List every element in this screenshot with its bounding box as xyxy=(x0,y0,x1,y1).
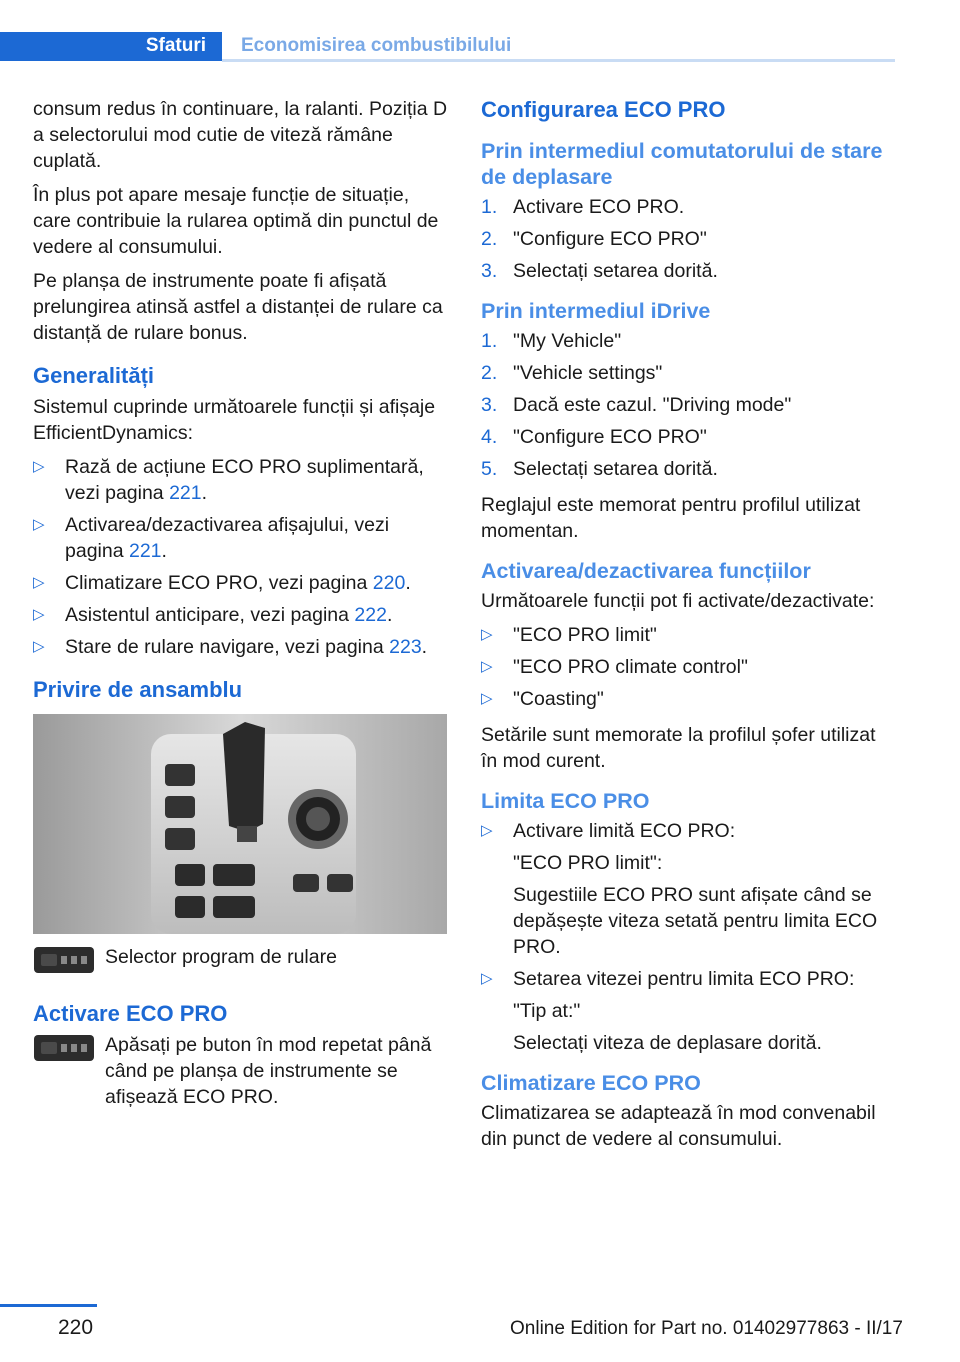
page-link[interactable]: 221 xyxy=(169,482,202,504)
activate-text: Apăsați pe buton în mod repetat până când pe planșa de instrumente se afișează ECO PRO. xyxy=(105,1034,432,1108)
activate-row xyxy=(33,1032,449,1110)
climate-text: Climatizarea se adaptează în mod convenabil din punct de vedere al consumului. xyxy=(481,1102,876,1150)
header-chapter-label: Economisirea combustibilului xyxy=(241,35,512,56)
driving-mode-button-icon xyxy=(33,1034,95,1062)
step-item: 2. "Configure ECO PRO" xyxy=(481,228,707,250)
page-link[interactable]: 221 xyxy=(128,540,162,562)
header-section-tab xyxy=(0,32,222,61)
idrive-note: Reglajul este memorat pentru profilul utilizat momentan. xyxy=(481,494,861,542)
footer-rule xyxy=(0,1304,97,1307)
list-item: ▷ Setarea vitezei pentru limita ECO PRO: "Tip at:" Selectați viteza de deplasare dorită. xyxy=(481,966,887,1056)
list-item: ▷ Climatizare ECO PRO, vezi pagina 220. xyxy=(33,570,449,596)
subheading-switch: Prin intermediul comutatorului de stare de deplasare xyxy=(481,139,883,189)
paragraph: În plus pot apare mesaje funcție de situație, care contribuie la rularea optimă din punctul de vedere al consumului. xyxy=(33,184,439,258)
center-console-photo xyxy=(33,714,447,934)
step-item: 1. Activare ECO PRO. xyxy=(481,196,685,218)
edition-note: Online Edition for Part no. 01402977863 - II/17 xyxy=(510,1318,903,1339)
list-item: ▷ Rază de acțiune ECO PRO suplimentară, vezi pagina 221. xyxy=(33,454,449,506)
list-item: ▷ Activare limită ECO PRO: "ECO PRO limit": Sugestiile ECO PRO sunt afișate când se depășește viteza setată pentru limita ECO PRO. xyxy=(481,818,887,960)
subheading-functions: Activarea/dezactivarea funcțiilor xyxy=(481,559,811,583)
page-header xyxy=(0,32,895,59)
functions-list xyxy=(481,622,887,712)
right-column xyxy=(481,96,887,1160)
section-heading-general: Generalități xyxy=(33,363,155,388)
photo-caption: Selector program de rulare xyxy=(105,946,337,968)
functions-intro: Următoarele funcții pot fi activate/dezactivate: xyxy=(481,590,875,612)
caption-row xyxy=(33,944,449,984)
section-heading-overview: Privire de ansamblu xyxy=(33,677,243,702)
list-item: ▷ Stare de rulare navigare, vezi pagina 223. xyxy=(33,634,449,660)
driving-mode-button-icon xyxy=(33,946,95,974)
general-intro: Sistemul cuprinde următoarele funcții și afișaje EfficientDynamics: xyxy=(33,396,436,444)
idrive-steps xyxy=(481,328,887,482)
step-item: 5. Selectați setarea dorită. xyxy=(481,458,718,480)
list-item: ▷ Asistentul anticipare, vezi pagina 222. xyxy=(33,602,449,628)
list-item: ▷ "ECO PRO limit" xyxy=(481,622,887,648)
features-list xyxy=(33,454,449,660)
list-item: ▷ Activarea/dezactivarea afișajului, vezi pagina 221. xyxy=(33,512,449,564)
step-item: 3. Selectați setarea dorită. xyxy=(481,260,718,282)
page-link[interactable]: 222 xyxy=(354,604,387,626)
step-item: 3. Dacă este cazul. "Driving mode" xyxy=(481,394,792,416)
header-section-label: Sfaturi xyxy=(145,35,206,56)
step-item: 4. "Configure ECO PRO" xyxy=(481,426,707,448)
section-heading-config: Configurarea ECO PRO xyxy=(481,97,726,122)
subheading-idrive: Prin intermediul iDrive xyxy=(481,299,711,323)
left-column xyxy=(33,96,449,1122)
subheading-climate: Climatizare ECO PRO xyxy=(481,1071,701,1095)
header-chapter-tab xyxy=(222,32,895,62)
step-item: 2. "Vehicle settings" xyxy=(481,362,663,384)
page-link[interactable]: 220 xyxy=(372,572,406,594)
list-item: ▷ "Coasting" xyxy=(481,686,887,712)
step-item: 1. "My Vehicle" xyxy=(481,330,622,352)
subheading-limit: Limita ECO PRO xyxy=(481,789,650,813)
list-item: ▷ "ECO PRO climate control" xyxy=(481,654,887,680)
functions-note: Setările sunt memorate la profilul șofer utilizat în mod curent. xyxy=(481,724,876,772)
page-link[interactable]: 223 xyxy=(389,636,422,658)
page-number: 220 xyxy=(58,1316,94,1339)
limit-list xyxy=(481,818,887,1056)
paragraph: Pe planșa de instrumente poate fi afișată prelungirea atinsă astfel a distanței de rulare ca distanță de rulare bonus. xyxy=(33,270,443,344)
paragraph: consum redus în continuare, la ralanti. Poziția D a selectorului mod cutie de viteză rămâne cuplată. xyxy=(33,98,448,172)
section-heading-activate: Activare ECO PRO xyxy=(33,1001,228,1026)
switch-steps xyxy=(481,194,887,284)
